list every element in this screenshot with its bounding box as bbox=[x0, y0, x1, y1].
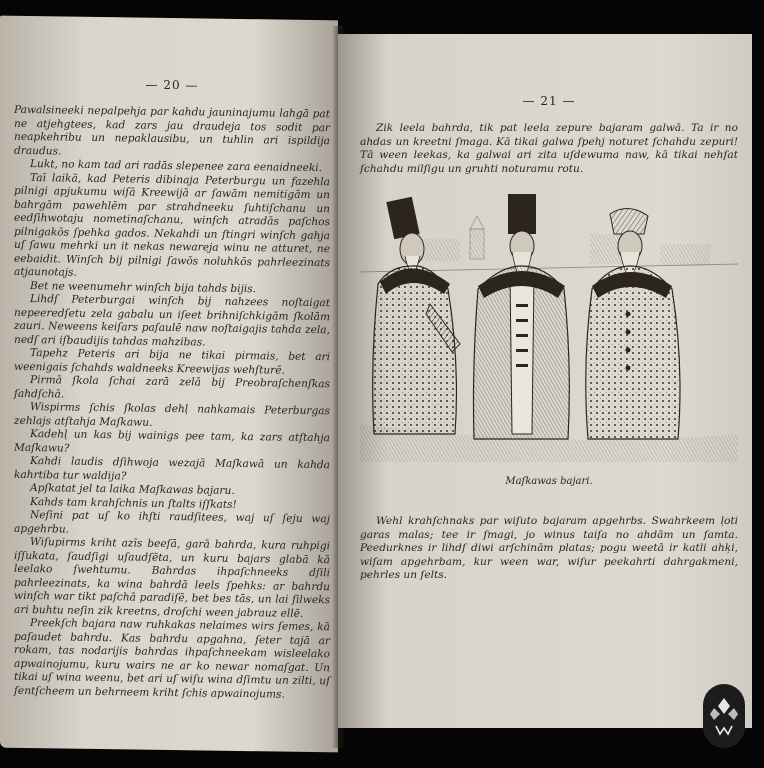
paragraph: Taī laikā, kad Peteris dibinaja Peterburgu un fazehla pilnigi apjukumu wiſā Kreewijā ar ſawām nemitigām un bahrgām pawehlēm par strahdneeku ſuhtiſchanu un eedſihwotaju nometinaſchanu, winſch atradās paſchos pilnigakōs ſpehka gados. Nekahdi un ſtingri winſch gahja uſ ſawu mehrki un it nekas newareja winu ne atturet, ne eebaidit. Winſch bij pilnigi ſawōs noluhkōs pahrleezinats atjaunotajs. bbox=[14, 171, 330, 279]
diamond-logo-icon bbox=[710, 694, 738, 738]
paragraph: Wehl krahſchnaks par wiſuto bajaram apgehrbs. Swahrkeem ļoti garas malas; tee ir ſmagi, jo winus taiſa no ahdām un ſamta. Peedurknes ir lihdſ diwi arſchinām platas; pogu weetā ir katli ahķi, wiſam apgehrbam, kur ween war, wiſur peekahrti dahrgakmeni, pehrles un ſelts. bbox=[360, 515, 738, 581]
figure-caption: Maſkawas bajari. bbox=[505, 476, 593, 487]
paragraph: Neſini pat uſ ko ihſti raudſitees, waj uſ ſeju waj apgehrbu. bbox=[14, 509, 330, 536]
left-page bbox=[0, 16, 338, 753]
watermark-logo bbox=[703, 684, 745, 748]
paragraph: Bet ne weenumehr winſch bija tahds bijis. bbox=[30, 279, 257, 295]
paragraph: Pawalsineeki nepalpehja par kahdu jauninajumu lahgā pat ne atjehgtees, kad zars jau draudeja tos sodit par neapkehribu un nepaklausibu, un tuhlin ari ispildija draudus. bbox=[14, 103, 330, 157]
intro-paragraph: Zik leela bahrda, tik pat leela zepure bajaram galwā. Ta ir no ahdas un kreetni ſmaga. Kā tikai galwa ſpehj noturet ſchahdu zepuri! Tā ween leekas, ka galwai ari zita uſdewuma naw, kā tikai nehſat ſchahdu milſigu un gruhti noturamu rotu. bbox=[360, 122, 738, 175]
paragraph: Wiſupirms kriht azīs beeſā, garā bahrda, kura ruhpigi iſſukata, ſaudſigi uſaudſēta, un kuru bajars glabā kā leelako ſwehtumu. Bahrdas ihpaſchneeks dſili pahrleezinats, ka wina bahrdā leels ſpehks: ar bahrdu winſch war tikt paſchā paradiſē, bet bes tās, un lai ſilweks ari buhtu neſin zik kreetns, droſchi ween jabrauz ellē. bbox=[14, 536, 330, 620]
paragraph: Kadehļ un kas bij wainigs pee tam, ka zars atſtahja Maſkawu? bbox=[14, 428, 330, 455]
page-number-right: — 21 — bbox=[522, 94, 576, 108]
boyars-illustration bbox=[360, 194, 738, 462]
page-number-left: — 20 — bbox=[145, 77, 199, 93]
paragraph: Kahdi laudis dſihwoja wezajā Maſkawā un kahda kahrtiba tur waldija? bbox=[14, 455, 330, 482]
paragraph: Lukt, no kam tad ari radās slepenee zara eenaidneeki. bbox=[30, 158, 323, 175]
paragraph: Wispirms ſchis ſkolas dehļ nahkamais Peterburgas zehlajs atſtahja Maſkawu. bbox=[14, 401, 330, 429]
boyar-figure-center bbox=[474, 194, 570, 439]
paragraph: Apſkatat jel ta laika Maſkawas bajaru. bbox=[30, 482, 235, 497]
engraving-figures bbox=[360, 194, 738, 462]
paragraph: Lihdſ Peterburgai winſch bij nahzees noſtaigat nepeeredſetu zela gabalu un iſeet brihniſchkigām ſkolām zauri. Neweens keiſars paſaulē naw noſtaigajis tahda zela, nedſ ari iſbaudijis tahdas mahzibas. bbox=[14, 293, 330, 349]
paragraph: Preekſch bajara naw ruhkakas nelaimes wirs ſemes, kā paſaudet bahrdu. Kas bahrdu apgahna, ſeter tajā ar rokam, tas nodarijis bahrdas ihpaſchneekam wisleelako apwainojumu, kuru wairs ne ar ko newar nomaſgat. Un tikai uſ wina weenu, bet ari uſ wiſu wina dſimtu un zilti, uſ ſentſcheem un behrneem kriht ſchis apwainojums. bbox=[14, 617, 330, 701]
paragraph: Tapehz Peteris ari bija ne tikai pirmais, bet ari weenigais ſchahds waldneeks Kreewijas wehſturē. bbox=[14, 347, 330, 377]
boyar-figure-left bbox=[373, 197, 460, 434]
paragraph: Kahds tam krahſchnis un ſtalts iſſkats! bbox=[30, 495, 237, 511]
paragraph: Pirmā ſkola ſchai zarā zelā bij Preobraſchenſkas ſahdſchā. bbox=[14, 374, 330, 401]
right-page bbox=[338, 34, 752, 728]
